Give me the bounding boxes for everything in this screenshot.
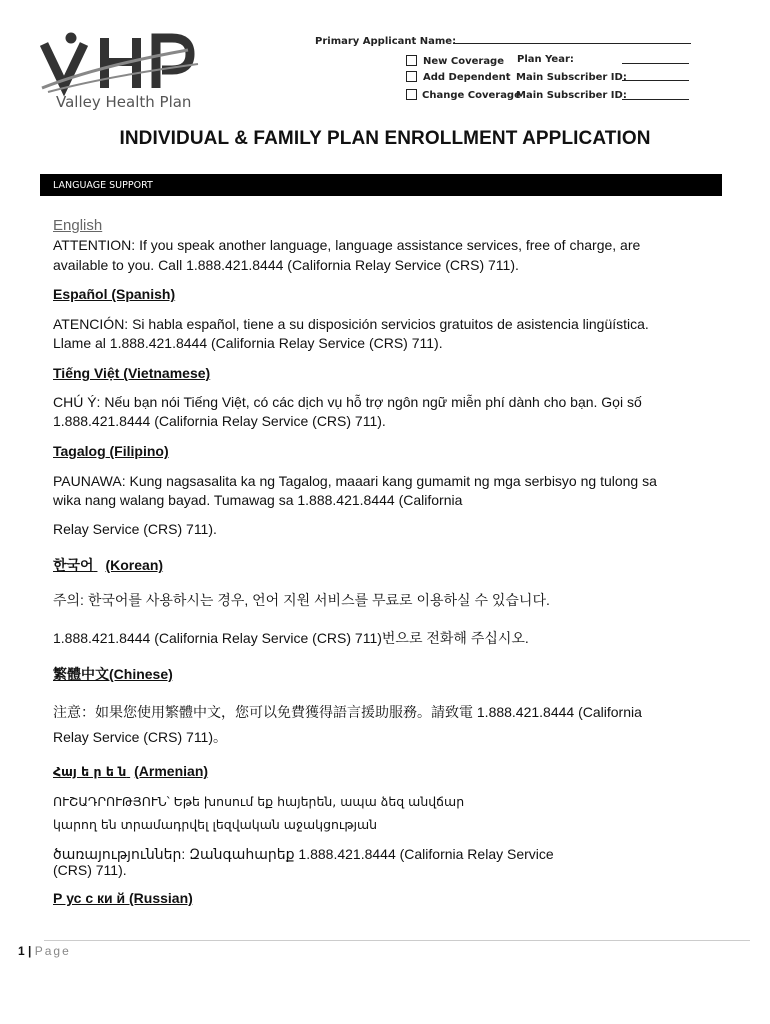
checkbox-change-coverage[interactable]: [406, 89, 417, 100]
chinese-heading: 繁體中文(Chinese): [53, 666, 173, 682]
primary-applicant-label: Primary Applicant Name:: [315, 36, 457, 47]
tagalog-line-2: wika nang walang bayad. Tumawag sa 1.888.421.8444 (California: [53, 492, 463, 508]
page-word: Page: [34, 944, 71, 958]
armenian-line-1: ՈՒՇԱԴՐՈՒԹՅՈՒՆ՝ Եթե խոսում եք հայերեն, ապա ձեզ անվճար: [53, 794, 465, 809]
main-subscriber-id-input[interactable]: [622, 80, 689, 81]
spanish-line-1: ATENCIÓN: Si habla español, tiene a su disposición servicios gratuitos de asistencia lingüística.: [53, 316, 649, 332]
footer-divider: [44, 940, 750, 941]
checkbox-new-coverage-label: New Coverage: [423, 56, 505, 67]
vietnamese-heading: Tiếng Việt (Vietnamese): [53, 365, 211, 381]
tagalog-line-3: Relay Service (CRS) 711).: [53, 521, 217, 537]
vietnamese-line-1: CHÚ Ý: Nếu bạn nói Tiếng Việt, có các dịch vụ hỗ trợ ngôn ngữ miễn phí dành cho bạn. Gọi số: [53, 394, 642, 410]
checkbox-new-coverage[interactable]: [406, 55, 417, 66]
armenian-line-2: կարող են տրամադրվել լեզվական աջակցության: [53, 817, 378, 832]
tagalog-line-1: PAUNAWA: Kung nagsasalita ka ng Tagalog, maaari kang gumamit ng mga serbisyo ng tulong sa: [53, 473, 657, 489]
plan-year-label: Plan Year:: [517, 54, 574, 65]
english-heading: English: [53, 217, 103, 234]
chinese-line-1: 注意：如果您使用繁體中文，您可以免費獲得語言援助服務。請致電 1.888.421.8444 (California: [53, 704, 642, 720]
tagalog-heading: Tagalog (Filipino): [53, 443, 169, 459]
korean-heading: [53, 556, 163, 574]
english-line-2: available to you. Call 1.888.421.8444 (California Relay Service (CRS) 711).: [53, 257, 519, 273]
checkbox-add-dependent-label: Add Dependent: [423, 72, 511, 83]
chinese-line-2: Relay Service (CRS) 711)。: [53, 729, 228, 745]
russian-heading: Р ус с ки й (Russian): [53, 890, 193, 906]
plan-year-input[interactable]: [622, 63, 689, 64]
main-subscriber-id-label-2: Main Subscriber ID:: [516, 90, 627, 101]
page-number: 1: [18, 944, 25, 958]
korean-line-1: 주의: 한국어를 사용하시는 경우, 언어 지원 서비스를 무료로 이용하실 수 있습니다.: [53, 592, 550, 608]
spanish-line-2: Llame al 1.888.421.8444 (California Relay Service (CRS) 711).: [53, 335, 443, 351]
vietnamese-line-2: 1.888.421.8444 (California Relay Service (CRS) 711).: [53, 413, 386, 429]
page-footer: [18, 944, 71, 958]
section-band: [40, 174, 722, 196]
english-line-1: ATTENTION: If you speak another language, language assistance services, free of charge, are: [53, 237, 641, 253]
armenian-heading-native: Հայ ե ր ե ն: [53, 764, 127, 779]
armenian-heading: [53, 762, 208, 781]
page-title: INDIVIDUAL & FAMILY PLAN ENROLLMENT APPLICATION: [119, 128, 651, 149]
armenian-line-4: (CRS) 711).: [53, 862, 127, 878]
spanish-heading: Español (Spanish): [53, 286, 176, 302]
armenian-heading-english: (Armenian): [134, 763, 209, 779]
korean-line-2: 1.888.421.8444 (California Relay Service (CRS) 711)번으로 전화해 주십시오.: [53, 630, 529, 646]
checkbox-add-dependent[interactable]: [406, 71, 417, 82]
korean-heading-english: (Korean): [105, 557, 164, 573]
main-subscriber-id-label: Main Subscriber ID:: [516, 72, 627, 83]
logo-text: Valley Health Plan: [56, 93, 192, 111]
checkbox-change-coverage-label: Change Coverage: [422, 90, 521, 101]
page-separator: |: [28, 944, 32, 958]
primary-applicant-input[interactable]: [453, 43, 691, 44]
section-label: LANGUAGE SUPPORT: [53, 180, 153, 191]
main-subscriber-id-input-2[interactable]: [622, 99, 689, 100]
korean-heading-native: 한국어: [53, 557, 94, 573]
armenian-line-3: ծառայություններ: Զանգահարեք 1.888.421.8444 (California Relay Service: [53, 846, 554, 862]
